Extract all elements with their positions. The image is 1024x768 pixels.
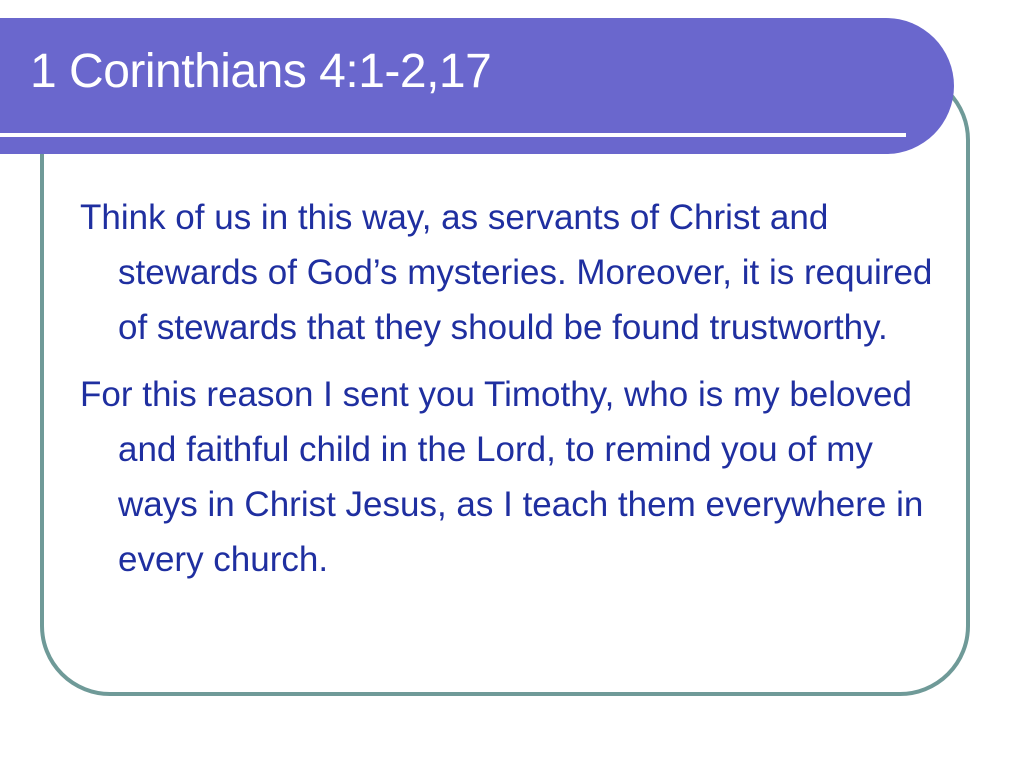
paragraph-1: Think of us in this way, as servants of Christ and stewards of God’s mysteries. Moreover, it is required of stewards that they should be found trustworthy. — [80, 198, 933, 347]
slide-body — [80, 190, 940, 599]
paragraph-2: For this reason I sent you Timothy, who is my beloved and faithful child in the Lord, to remind you of my ways in Christ Jesus, as I teach them everywhere in every church. — [80, 375, 924, 579]
title-underline — [0, 133, 906, 137]
slide-title: 1 Corinthians 4:1-2,17 — [30, 45, 492, 98]
